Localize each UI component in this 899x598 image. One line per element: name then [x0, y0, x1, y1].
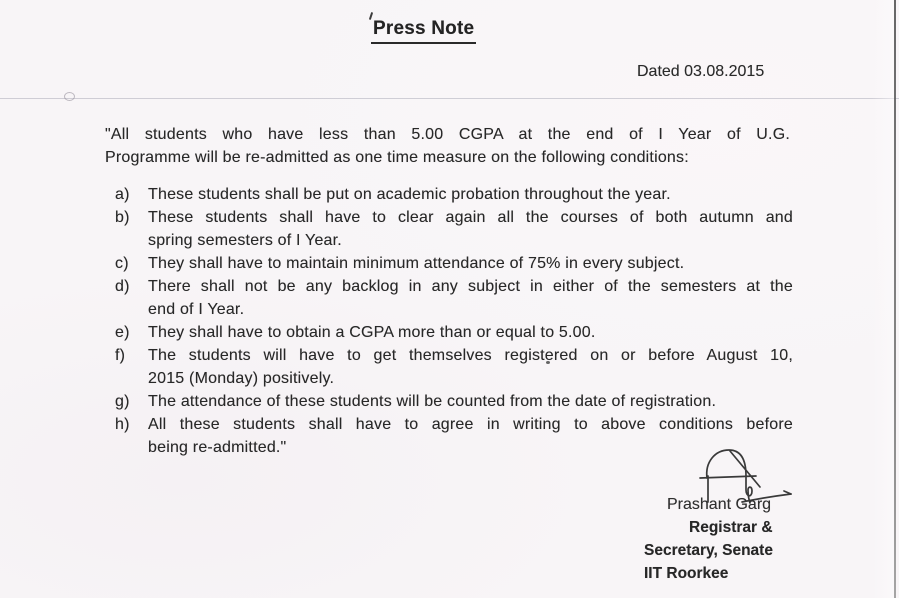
condition-item-g [115, 390, 793, 413]
condition-text: 2015 (Monday) positively. [148, 370, 335, 387]
signatory-name: Prashant Garg [667, 496, 772, 513]
condition-item-h [115, 413, 793, 459]
scan-smudge [64, 92, 75, 101]
condition-label: d) [115, 278, 130, 295]
condition-text: end of I Year. [148, 301, 245, 318]
condition-item-e [115, 321, 793, 344]
intro-line: "All students who have less than 5.00 CGPA at the end of I Year of U.G. [105, 126, 790, 143]
condition-text: There shall not be any backlog in any subject in either of the semesters at the [148, 278, 793, 295]
condition-label: a) [115, 186, 130, 203]
condition-text: The students will have to get themselves registered on or before August 10, [148, 347, 793, 364]
condition-text: All these students shall have to agree in writing to above conditions before [148, 416, 793, 433]
condition-item-b [115, 206, 793, 252]
condition-text: They shall have to obtain a CGPA more than or equal to 5.00. [148, 324, 596, 341]
condition-item-f [115, 344, 793, 390]
condition-text: These students shall be put on academic probation throughout the year. [148, 186, 671, 203]
condition-label: b) [115, 209, 130, 226]
condition-label: g) [115, 393, 130, 410]
signatory-institute: IIT Roorkee [644, 565, 729, 582]
condition-label: h) [115, 416, 130, 433]
intro-paragraph [105, 123, 790, 169]
condition-text: spring semesters of I Year. [148, 232, 342, 249]
signatory-role-secretary: Secretary, Senate [644, 542, 773, 559]
condition-item-c [115, 252, 793, 275]
scan-edge-line [894, 0, 896, 598]
intro-line: Programme will be re-admitted as one time measure on the following conditions: [105, 149, 689, 166]
scan-fold-line [0, 98, 899, 99]
condition-label: e) [115, 324, 130, 341]
condition-item-a [115, 183, 793, 206]
paper-edge-shading [872, 0, 896, 598]
conditions-list [115, 183, 793, 459]
condition-text: being re-admitted." [148, 439, 287, 456]
page-title: Press Note [371, 17, 476, 44]
condition-label: c) [115, 255, 129, 272]
condition-text: They shall have to maintain minimum attendance of 75% in every subject. [148, 255, 685, 272]
condition-label: f) [115, 347, 126, 364]
signatory-role-registrar: Registrar & [689, 519, 773, 536]
document-date: Dated 03.08.2015 [637, 63, 765, 80]
condition-text: The attendance of these students will be counted from the date of registration. [148, 393, 717, 410]
condition-text: These students shall have to clear again all the courses of both autumn and [148, 209, 793, 226]
condition-item-d [115, 275, 793, 321]
